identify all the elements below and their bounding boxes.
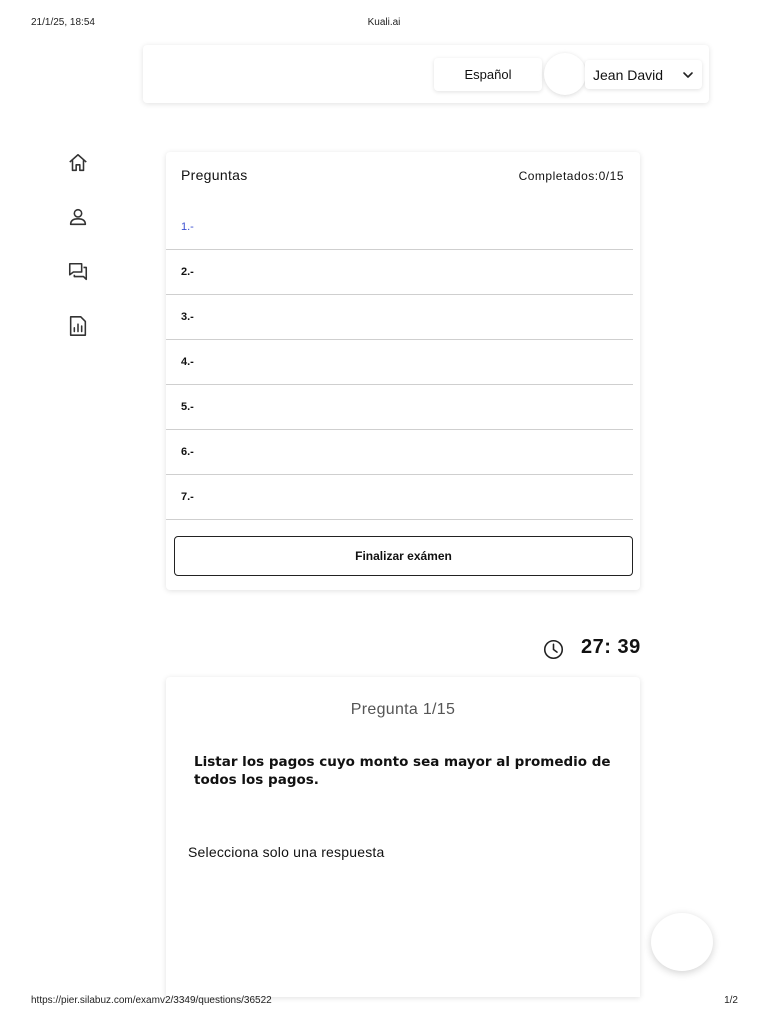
completed-counter: Completados:0/15 [518,169,624,183]
questions-panel-title: Preguntas [181,167,248,183]
chevron-down-icon [682,68,694,84]
question-item-4[interactable]: 4.- [166,340,633,385]
question-text: Listar los pagos cuyo monto sea mayor al promedio de todos los pagos. [194,754,611,788]
forum-icon[interactable] [62,257,94,287]
user-menu[interactable] [585,60,702,89]
clock-icon [543,639,564,665]
print-title: Kuali.ai [367,17,401,28]
finish-exam-button[interactable]: Finalizar exámen [174,536,633,576]
report-icon[interactable] [62,311,94,341]
language-selector[interactable]: Español [434,58,542,91]
question-item-3[interactable]: 3.- [166,295,633,340]
print-url: https://pier.silabuz.com/examv2/3349/questions/36522 [31,995,272,1006]
timer-value: 27: 39 [581,636,641,658]
question-item-1[interactable]: 1.- [166,205,633,250]
floating-action-button[interactable] [651,913,713,971]
home-icon[interactable] [62,148,94,178]
question-number: Pregunta 1/15 [350,701,456,718]
user-name: Jean David [593,66,664,83]
question-card [166,677,640,997]
avatar[interactable] [544,53,586,95]
questions-panel [166,152,640,590]
question-item-7[interactable]: 7.- [166,475,633,520]
answer-instruction: Selecciona solo una respuesta [188,844,385,860]
question-item-6[interactable]: 6.- [166,430,633,475]
top-bar [143,45,709,103]
question-list [166,205,633,520]
print-date: 21/1/25, 18:54 [31,17,95,28]
print-header [0,17,768,31]
user-icon[interactable] [62,202,94,232]
question-item-5[interactable]: 5.- [166,385,633,430]
print-footer [0,995,768,1009]
timer [543,636,643,662]
question-item-2[interactable]: 2.- [166,250,633,295]
print-page-number: 1/2 [724,995,738,1006]
